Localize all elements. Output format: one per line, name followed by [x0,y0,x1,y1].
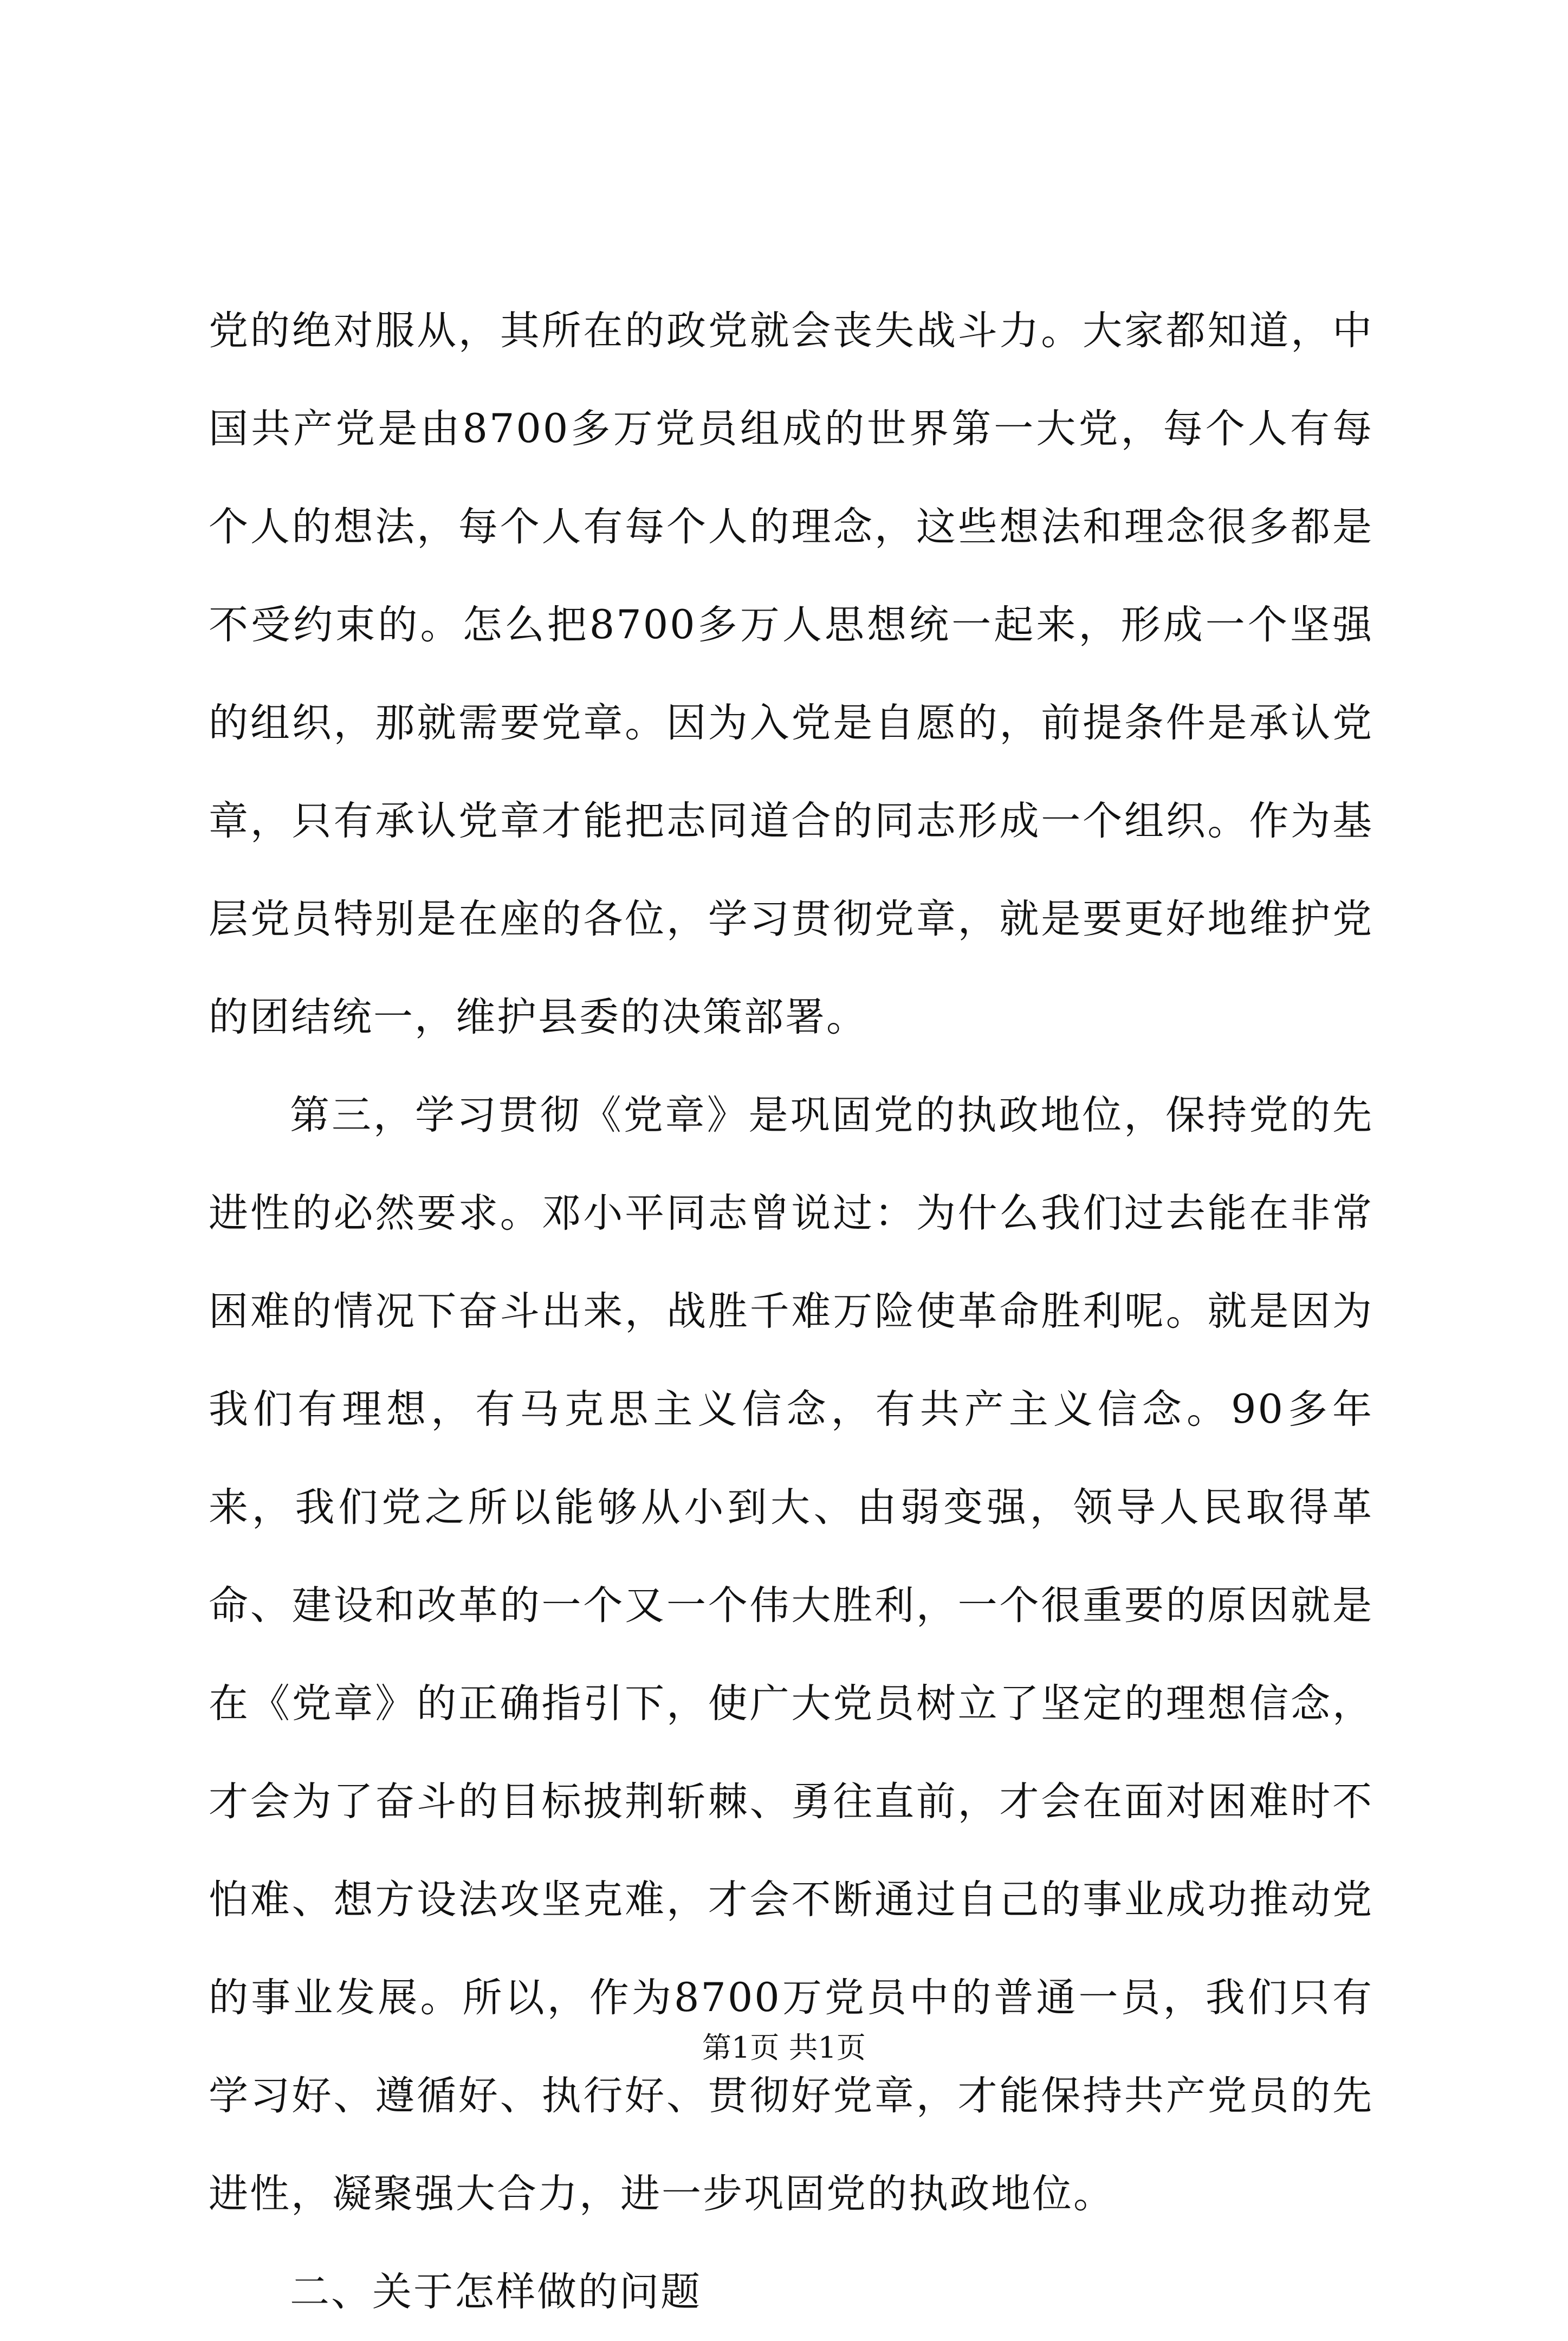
body-paragraph-1: 党的绝对服从，其所在的政党就会丧失战斗力。大家都知道，中国共产党是由8700多万党员组成的世界第一大党，每个人有每个人的想法，每个人有每个人的理念，这些想法和理念很多都是不受约束的。怎么把8700多万人思想统一起来，形成一个坚强的组织，那就需要党章。因为入党是自愿的，前提条件是承认党章，只有承认党章才能把志同道合的同志形成一个组织。作为基层党员特别是在座的各位，学习贯彻党章，就是要更好地维护党的团结统一，维护县委的决策部署。 [209,308,1373,1040]
section-heading: 二、关于怎样做的问题 [290,2269,702,2315]
page-footer: 第1页 共1页 [702,2031,866,2065]
body-paragraph-2: 第三，学习贯彻《党章》是巩固党的执政地位，保持党的先进性的必然要求。邓小平同志曾说过：为什么我们过去能在非常困难的情况下奋斗出来，战胜千难万险使革命胜利呢。就是因为我们有理想，有马克思主义信念，有共产主义信念。90多年来，我们党之所以能够从小到大、由弱变强，领导人民取得革命、建设和改革的一个又一个伟大胜利，一个很重要的原因就是在《党章》的正确指引下，使广大党员树立了坚定的理想信念，才会为了奋斗的目标披荆斩棘、勇往直前，才会在面对困难时不怕难、想方设法攻坚克难，才会不断通过自己的事业成功推动党的事业发展。所以，作为8700万党员中的普通一员，我们只有学习好、遵循好、执行好、贯彻好党章，才能保持共产党员的先进性，凝聚强大合力，进一步巩固党的执政地位。 [209,1092,1373,2217]
